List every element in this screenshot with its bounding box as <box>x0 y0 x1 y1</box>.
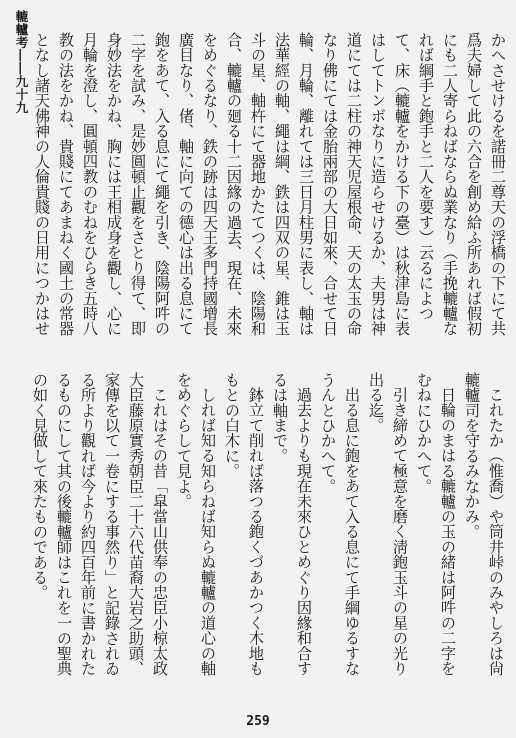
poem-line: 出る息に鉋をあて入る息にて手綱ゆるすなうんとひかへて。 <box>319 372 361 676</box>
poem-line: 過去よりも現在未來ひとめぐり因緣和合するは軸まで。 <box>271 372 313 676</box>
poem-line: 引き締めて極意を磨く淸鉋玉斗の星の光り出る迄。 <box>367 372 409 676</box>
page-number: 259 <box>246 714 270 729</box>
poem-line: しれば知る知らねば知らぬ轆轤の道心の軸をめぐらして見よ。 <box>175 372 217 676</box>
poem-line: 鉢立て削れば落つる鉋くづあかつく木地ももとの白木に。 <box>223 372 265 676</box>
upper-text-block <box>30 32 510 350</box>
poem-line: 日輪のまはる轆轤の玉の緒は阿吽の二字をむねにひかへて。 <box>415 372 457 676</box>
upper-paragraph: かへさせけるを諾冊二尊天の浮橋の下にて共爲夫婦して此の六合を創め給ふ所あれば假初にも二人寄らねばならぬ業なり（手挽轆轤なれば綱手と鉋手と二人を要す）云るによつて、床（轆轤をかける下の臺）は秋津島に表はしてトンボなりに造らせけるか、夫男は神道にては二柱の神天児屋根命、天の太玉の命なり佛にては金胎兩部の大日如來、合せて日輪、月輪、離れては三日月柱男に表し、軸は法華經の軸、繩は綱、鉄は四双の星、錐は玉斗の星、軸杵にて器地かたてつくは、陰陽和合、轆轤の廻る十二因緣の過去、現在、未來をめぐるなり、鉄の跡は四天王多門持國增長廣目なり、偖、軸に向ての德心は出る息にて鉋をあて、入る息にて繩を引き、陰陽阿吽の二字を試み、是妙圓頓止觀をさとり得て、即身妙法をかね、胸には王相成身を觀し、心に月輪を澄し、圓頓四教のむねをひらき五時八教の法をかね、貴賤にてあまねく國土の常器となし諸天佛神の人倫貴賤の日用につかはせ <box>33 32 507 336</box>
body-paragraph: これはその昔「皐當山供奉の忠臣小椋太政大臣藤原實秀朝臣二十六代苗裔大岩之助頭、家傳を以て一卷にする事然り」と記錄されゐる所より觀れば今より約四百年前に書かれたるものにして其の後轆轤師はこれを一の聖典の如く見做して來たものである。 <box>31 372 169 676</box>
poem-line: これたか（惟喬）や筒井峠のみやしろは尙轆轤司を守るみなかみ。 <box>463 372 505 676</box>
lower-text-block <box>30 372 508 690</box>
running-header: 轆轤考――九十九 <box>14 10 29 114</box>
